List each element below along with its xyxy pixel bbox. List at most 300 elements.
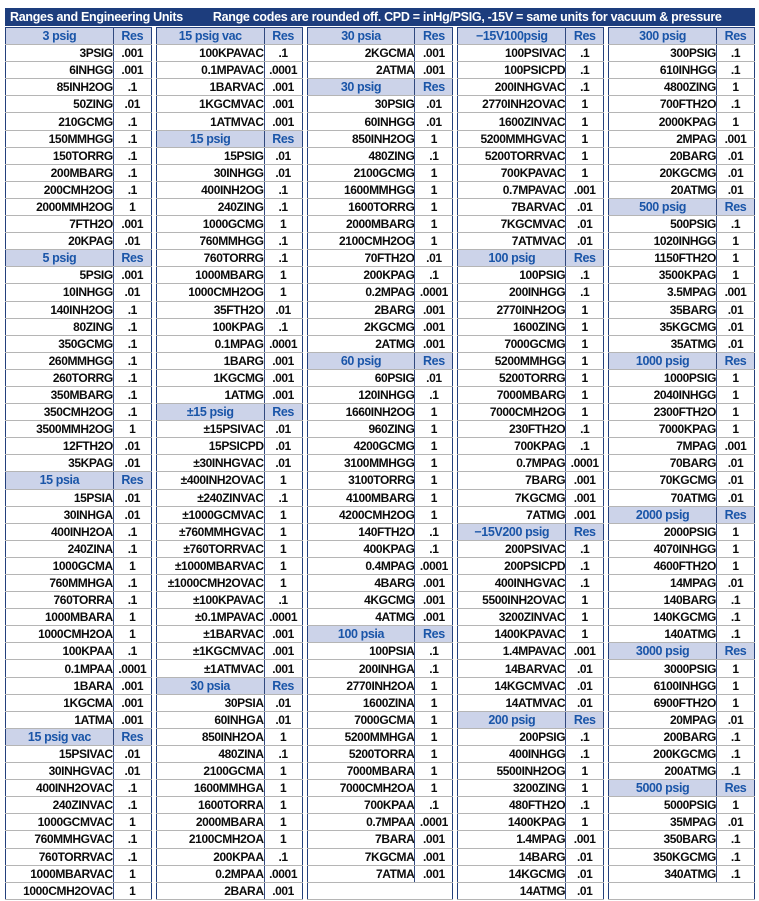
data-row: [156, 728, 302, 745]
data-row: [458, 130, 604, 147]
range-code-cell: ±400INH2OVAC: [156, 472, 264, 489]
res-value-cell: .01: [717, 164, 755, 181]
range-code-cell: 15PSIA: [6, 489, 114, 506]
range-code-cell: 1660INH2OG: [307, 404, 415, 421]
res-value-cell: .001: [415, 575, 453, 592]
data-row: [156, 335, 302, 352]
res-value-cell: 1: [264, 780, 302, 797]
range-code-cell: 14KGCMVAC: [458, 677, 566, 694]
section-header-row: [156, 404, 302, 421]
data-row: [307, 147, 453, 164]
data-row: [6, 592, 152, 609]
range-code-cell: 6100INHGG: [609, 677, 717, 694]
res-header-cell: Res: [717, 28, 755, 45]
range-code-cell: 200PSIG: [458, 728, 566, 745]
data-row: [458, 318, 604, 335]
range-code-cell: 610INHGG: [609, 62, 717, 79]
data-row: [6, 386, 152, 403]
res-value-cell: 1: [415, 711, 453, 728]
range-code-cell: 6900FTH2O: [609, 694, 717, 711]
range-code-cell: 2770INH2OVAC: [458, 96, 566, 113]
data-row: [6, 540, 152, 557]
range-code-cell: 3100TORRG: [307, 472, 415, 489]
res-value-cell: .0001: [415, 557, 453, 574]
res-value-cell: .001: [264, 79, 302, 96]
res-value-cell: .1: [264, 848, 302, 865]
res-value-cell: .1: [113, 575, 151, 592]
res-value-cell: 1: [566, 147, 604, 164]
res-value-cell: .001: [264, 626, 302, 643]
res-value-cell: .1: [113, 643, 151, 660]
res-header-cell: Res: [264, 404, 302, 421]
range-code-cell: 5000PSIG: [609, 797, 717, 814]
res-header-cell: Res: [264, 677, 302, 694]
data-row: [609, 609, 755, 626]
range-code-cell: 1ATMVAC: [156, 113, 264, 130]
range-code-cell: 2KGCMG: [307, 318, 415, 335]
title-note: Range codes are rounded off. CPD = inHg/PSIG, -15V = same units for vacuum & pressure: [212, 10, 722, 24]
range-code-cell: 210GCMG: [6, 113, 114, 130]
data-row: [156, 882, 302, 899]
res-value-cell: .1: [415, 540, 453, 557]
res-value-cell: .01: [717, 814, 755, 831]
res-value-cell: .1: [264, 489, 302, 506]
range-code-cell: 400INH2OG: [156, 181, 264, 198]
range-code-cell: 150TORRG: [6, 147, 114, 164]
range-code-cell: 14ATMG: [458, 882, 566, 899]
res-header-cell: Res: [566, 711, 604, 728]
data-row: [6, 694, 152, 711]
res-value-cell: 1: [566, 386, 604, 403]
res-value-cell: 1: [566, 626, 604, 643]
res-value-cell: .01: [717, 335, 755, 352]
range-code-cell: 150MMHGG: [6, 130, 114, 147]
data-row: [458, 472, 604, 489]
blank-row: [307, 882, 453, 899]
section-header-row: [156, 28, 302, 45]
section-header-row: [609, 506, 755, 523]
res-value-cell: 1: [113, 421, 151, 438]
blank-cell: [307, 882, 453, 899]
section-header-cell: −15V100psig: [458, 28, 566, 45]
section-header-row: [6, 472, 152, 489]
res-value-cell: 1: [717, 267, 755, 284]
res-value-cell: .001: [415, 318, 453, 335]
res-value-cell: .01: [113, 284, 151, 301]
res-value-cell: 1: [717, 113, 755, 130]
data-row: [6, 745, 152, 762]
data-row: [307, 438, 453, 455]
data-row: [156, 797, 302, 814]
res-header-cell: Res: [566, 28, 604, 45]
res-value-cell: 1: [566, 164, 604, 181]
range-code-cell: 1600ZING: [458, 318, 566, 335]
range-code-cell: 30PSIA: [156, 694, 264, 711]
section-header-row: [458, 250, 604, 267]
data-row: [458, 489, 604, 506]
res-value-cell: .1: [113, 848, 151, 865]
res-value-cell: .0001: [264, 62, 302, 79]
data-row: [307, 506, 453, 523]
data-row: [156, 421, 302, 438]
data-row: [609, 438, 755, 455]
res-value-cell: 1: [717, 233, 755, 250]
res-value-cell: .1: [717, 848, 755, 865]
res-value-cell: .01: [717, 711, 755, 728]
res-value-cell: 1: [566, 780, 604, 797]
res-value-cell: .01: [566, 198, 604, 215]
res-value-cell: .1: [415, 267, 453, 284]
data-row: [307, 404, 453, 421]
res-value-cell: .1: [717, 763, 755, 780]
res-value-cell: 1: [415, 438, 453, 455]
range-code-cell: 30INHGA: [6, 506, 114, 523]
range-code-cell: 1600MMHGG: [307, 181, 415, 198]
range-code-cell: 4070INHGG: [609, 540, 717, 557]
range-code-cell: 1000GCMA: [6, 557, 114, 574]
range-code-cell: 60PSIG: [307, 369, 415, 386]
res-value-cell: .01: [113, 745, 151, 762]
range-code-cell: 100KPAG: [156, 318, 264, 335]
res-value-cell: 1: [264, 575, 302, 592]
res-value-cell: .1: [113, 780, 151, 797]
range-code-cell: 500PSIG: [609, 216, 717, 233]
range-code-cell: 12FTH2O: [6, 438, 114, 455]
res-header-cell: Res: [415, 352, 453, 369]
res-value-cell: .001: [415, 831, 453, 848]
data-row: [307, 369, 453, 386]
range-code-cell: 5PSIG: [6, 267, 114, 284]
range-code-cell: 4600FTH2O: [609, 557, 717, 574]
range-code-cell: 35KGCMG: [609, 318, 717, 335]
data-row: [6, 233, 152, 250]
data-row: [6, 267, 152, 284]
range-code-cell: 100KPAVAC: [156, 45, 264, 62]
range-code-cell: 1.4MPAVAC: [458, 643, 566, 660]
range-code-cell: 0.1MPAA: [6, 660, 114, 677]
ranges-table-page: [5, 8, 755, 900]
range-code-cell: 30INHGVAC: [6, 763, 114, 780]
data-row: [458, 540, 604, 557]
range-code-cell: 4800ZING: [609, 79, 717, 96]
data-row: [6, 335, 152, 352]
range-code-cell: ±1000CMH2OVAC: [156, 575, 264, 592]
data-row: [307, 728, 453, 745]
data-row: [156, 643, 302, 660]
section-header-row: [156, 130, 302, 147]
range-code-cell: 2000MBARA: [156, 814, 264, 831]
data-row: [307, 216, 453, 233]
res-value-cell: .1: [113, 318, 151, 335]
data-row: [307, 677, 453, 694]
res-value-cell: .1: [113, 592, 151, 609]
range-code-cell: 200KPAA: [156, 848, 264, 865]
section-header-row: [458, 523, 604, 540]
data-row: [609, 575, 755, 592]
res-value-cell: 1: [717, 677, 755, 694]
range-code-cell: 850INH2OA: [156, 728, 264, 745]
res-value-cell: .1: [566, 45, 604, 62]
res-value-cell: .0001: [415, 284, 453, 301]
res-value-cell: .1: [415, 797, 453, 814]
range-code-cell: 200BARG: [609, 728, 717, 745]
data-row: [6, 62, 152, 79]
data-row: [609, 386, 755, 403]
range-code-cell: 1600ZINVAC: [458, 113, 566, 130]
res-value-cell: .001: [264, 96, 302, 113]
res-value-cell: 1: [566, 301, 604, 318]
res-value-cell: .01: [264, 164, 302, 181]
res-value-cell: .1: [264, 250, 302, 267]
data-row: [156, 386, 302, 403]
range-code-cell: 300PSIG: [609, 45, 717, 62]
range-code-cell: ±760MMHGVAC: [156, 523, 264, 540]
data-row: [6, 831, 152, 848]
data-row: [458, 181, 604, 198]
res-value-cell: .1: [566, 438, 604, 455]
data-row: [6, 609, 152, 626]
range-code-cell: 7ATMVAC: [458, 233, 566, 250]
data-row: [307, 609, 453, 626]
data-row: [6, 865, 152, 882]
data-row: [307, 780, 453, 797]
res-value-cell: .1: [113, 352, 151, 369]
title-bar: [5, 8, 755, 26]
res-value-cell: 1: [264, 506, 302, 523]
column-group-1: [5, 27, 152, 900]
data-row: [307, 45, 453, 62]
range-code-cell: 7BARA: [307, 831, 415, 848]
data-row: [307, 250, 453, 267]
range-code-cell: 7FTH2O: [6, 216, 114, 233]
range-code-cell: 700KPAVAC: [458, 164, 566, 181]
res-value-cell: 1: [113, 626, 151, 643]
data-row: [458, 814, 604, 831]
range-code-cell: 700KPAA: [307, 797, 415, 814]
section-header-cell: 3 psig: [6, 28, 114, 45]
data-row: [307, 62, 453, 79]
range-code-cell: 400INHGG: [458, 745, 566, 762]
range-code-cell: 4KGCMG: [307, 592, 415, 609]
data-row: [156, 523, 302, 540]
data-row: [307, 660, 453, 677]
data-row: [307, 694, 453, 711]
res-header-cell: Res: [264, 28, 302, 45]
section-header-cell: 60 psig: [307, 352, 415, 369]
res-value-cell: .1: [113, 797, 151, 814]
range-code-cell: 260TORRG: [6, 369, 114, 386]
res-value-cell: .001: [264, 660, 302, 677]
range-code-cell: ±760TORRVAC: [156, 540, 264, 557]
data-row: [307, 96, 453, 113]
data-row: [609, 626, 755, 643]
data-row: [6, 660, 152, 677]
data-row: [609, 421, 755, 438]
data-row: [307, 763, 453, 780]
data-row: [458, 865, 604, 882]
res-value-cell: 1: [415, 233, 453, 250]
data-row: [307, 797, 453, 814]
data-row: [458, 780, 604, 797]
range-code-cell: 3500KPAG: [609, 267, 717, 284]
range-code-cell: 20MPAG: [609, 711, 717, 728]
res-value-cell: .1: [566, 421, 604, 438]
data-row: [458, 626, 604, 643]
res-value-cell: .1: [113, 130, 151, 147]
data-row: [609, 79, 755, 96]
range-code-cell: 0.7MPAA: [307, 814, 415, 831]
res-value-cell: 1: [264, 728, 302, 745]
data-row: [458, 79, 604, 96]
data-row: [609, 660, 755, 677]
data-row: [458, 369, 604, 386]
data-row: [307, 643, 453, 660]
data-row: [609, 745, 755, 762]
range-code-cell: 70ATMG: [609, 489, 717, 506]
data-row: [609, 369, 755, 386]
data-row: [609, 147, 755, 164]
res-value-cell: 1: [717, 557, 755, 574]
data-row: [458, 335, 604, 352]
data-row: [458, 745, 604, 762]
res-value-cell: .1: [717, 62, 755, 79]
data-row: [6, 318, 152, 335]
data-row: [156, 472, 302, 489]
data-row: [609, 763, 755, 780]
data-row: [156, 284, 302, 301]
section-header-cell: −15V200 psig: [458, 523, 566, 540]
res-value-cell: .0001: [264, 335, 302, 352]
range-code-cell: 1000MBARVAC: [6, 865, 114, 882]
range-code-cell: 35FTH2O: [156, 301, 264, 318]
range-code-cell: 350MBARG: [6, 386, 114, 403]
data-row: [609, 472, 755, 489]
range-code-cell: 2ATMG: [307, 335, 415, 352]
section-header-row: [156, 677, 302, 694]
data-row: [307, 233, 453, 250]
range-code-cell: 50ZING: [6, 96, 114, 113]
res-value-cell: 1: [415, 198, 453, 215]
res-value-cell: .001: [415, 592, 453, 609]
range-code-cell: 35BARG: [609, 301, 717, 318]
res-header-cell: Res: [717, 643, 755, 660]
data-row: [156, 181, 302, 198]
blank-cell: [609, 882, 755, 899]
res-value-cell: .01: [264, 147, 302, 164]
data-row: [6, 113, 152, 130]
data-row: [156, 575, 302, 592]
data-row: [458, 763, 604, 780]
res-value-cell: .1: [113, 79, 151, 96]
res-value-cell: 1: [415, 694, 453, 711]
res-value-cell: .01: [717, 147, 755, 164]
range-code-cell: 140BARG: [609, 592, 717, 609]
ranges-grid: [5, 27, 755, 900]
res-value-cell: 1: [113, 198, 151, 215]
section-header-cell: 100 psia: [307, 626, 415, 643]
res-value-cell: .001: [566, 181, 604, 198]
range-code-cell: 0.2MPAA: [156, 865, 264, 882]
data-row: [458, 557, 604, 574]
range-code-cell: 7000MBARA: [307, 763, 415, 780]
data-row: [6, 763, 152, 780]
data-row: [156, 711, 302, 728]
range-code-cell: 7ATMA: [307, 865, 415, 882]
data-row: [458, 386, 604, 403]
res-value-cell: .1: [264, 181, 302, 198]
data-row: [6, 181, 152, 198]
data-row: [156, 814, 302, 831]
range-code-cell: 200INHGG: [458, 284, 566, 301]
range-code-cell: 15PSIG: [156, 147, 264, 164]
data-row: [6, 216, 152, 233]
res-value-cell: 1: [415, 677, 453, 694]
range-code-cell: 1ATMA: [6, 711, 114, 728]
data-row: [156, 506, 302, 523]
column-group-2: [156, 27, 303, 900]
data-row: [156, 592, 302, 609]
data-row: [156, 745, 302, 762]
range-code-cell: 350GCMG: [6, 335, 114, 352]
range-code-cell: 480ZING: [307, 147, 415, 164]
data-row: [156, 489, 302, 506]
range-code-cell: 850INH2OG: [307, 130, 415, 147]
res-value-cell: .1: [415, 643, 453, 660]
data-row: [458, 831, 604, 848]
section-header-cell: 3000 psig: [609, 643, 717, 660]
range-code-cell: 480ZINA: [156, 745, 264, 762]
range-code-cell: 7MPAG: [609, 438, 717, 455]
range-code-cell: 20KGCMG: [609, 164, 717, 181]
range-code-cell: 960ZING: [307, 421, 415, 438]
res-header-cell: Res: [566, 523, 604, 540]
range-code-cell: 7BARG: [458, 472, 566, 489]
range-code-cell: 3100MMHGG: [307, 455, 415, 472]
data-row: [307, 181, 453, 198]
res-value-cell: .1: [264, 198, 302, 215]
section-header-cell: 15 psig vac: [156, 28, 264, 45]
data-row: [458, 164, 604, 181]
data-row: [156, 540, 302, 557]
range-code-cell: 7000CMH2OG: [458, 404, 566, 421]
range-code-cell: 200PSIVAC: [458, 540, 566, 557]
data-row: [156, 848, 302, 865]
data-row: [307, 198, 453, 215]
res-value-cell: 1: [415, 763, 453, 780]
range-code-cell: 60INHGA: [156, 711, 264, 728]
range-code-cell: 2100GCMG: [307, 164, 415, 181]
range-code-cell: 0.1MPAG: [156, 335, 264, 352]
range-code-cell: 3000PSIG: [609, 660, 717, 677]
range-code-cell: 760MMHGVAC: [6, 831, 114, 848]
range-code-cell: ±100KPAVAC: [156, 592, 264, 609]
data-row: [156, 250, 302, 267]
section-header-cell: 30 psia: [307, 28, 415, 45]
res-value-cell: .1: [717, 609, 755, 626]
res-value-cell: .001: [113, 216, 151, 233]
range-code-cell: 350BARG: [609, 831, 717, 848]
data-row: [307, 848, 453, 865]
section-header-row: [609, 28, 755, 45]
res-value-cell: .001: [566, 506, 604, 523]
res-value-cell: 1: [264, 267, 302, 284]
res-value-cell: .001: [264, 643, 302, 660]
res-value-cell: 1: [264, 557, 302, 574]
range-code-cell: 7KGCMA: [307, 848, 415, 865]
range-code-cell: 1000MBARG: [156, 267, 264, 284]
res-value-cell: .001: [415, 45, 453, 62]
res-value-cell: .001: [264, 352, 302, 369]
